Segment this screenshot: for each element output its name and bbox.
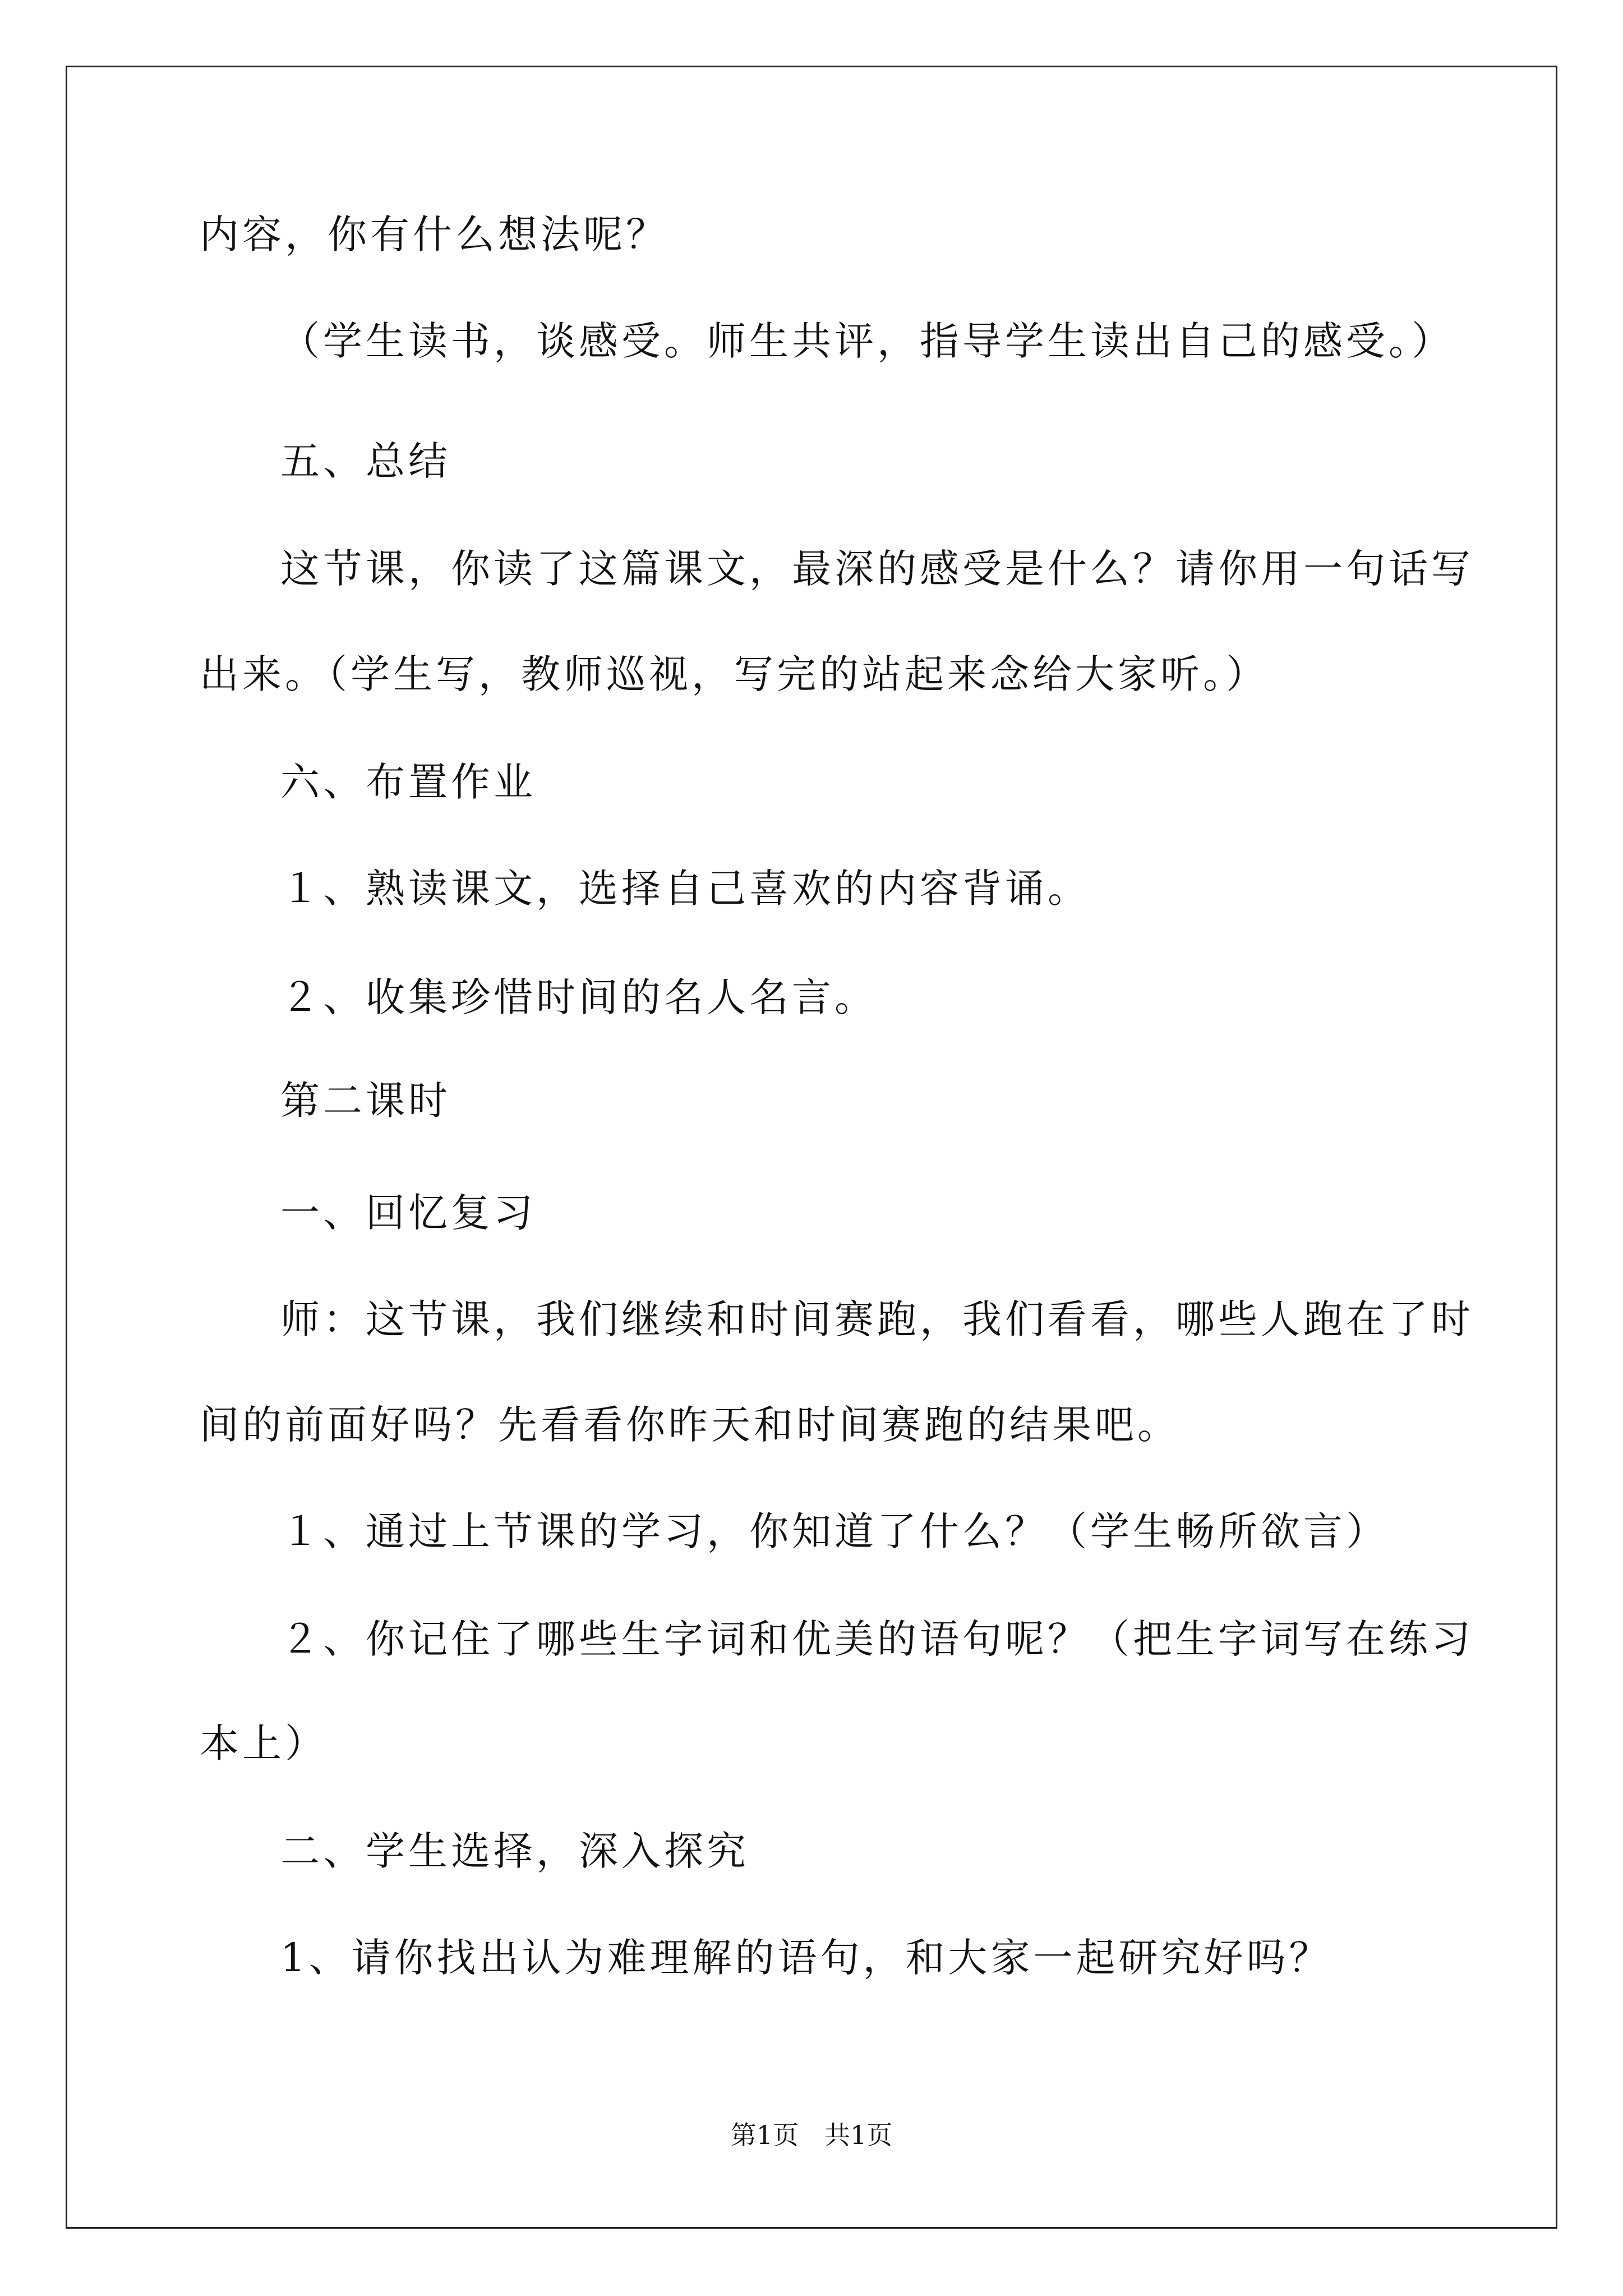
text-line: 这节课，你读了这篇课文，最深的感受是什么？请你用一句话写 [280, 546, 1474, 592]
section-heading: 六、布置作业 [280, 759, 536, 805]
text-line: 本上） [200, 1720, 328, 1766]
text-line: （学生读书，谈感受。师生共评，指导学生读出自己的感受。） [280, 318, 1454, 364]
page-footer: 第1页 共1页 [730, 2120, 893, 2150]
section-heading: 五、总结 [280, 438, 451, 484]
section-heading: 第二课时 [280, 1078, 451, 1124]
list-item: ２、你记住了哪些生字词和优美的语句呢？（把生字词写在练习 [280, 1616, 1474, 1662]
section-heading: 一、回忆复习 [280, 1190, 536, 1236]
list-item: １、熟读课文，选择自己喜欢的内容背诵。 [280, 866, 1090, 912]
list-item: １、通过上节课的学习，你知道了什么？（学生畅所欲言） [280, 1508, 1389, 1554]
section-heading: 二、学生选择，深入探究 [280, 1828, 749, 1874]
text-line: 内容，你有什么想法呢？ [200, 211, 668, 257]
text-line: 师：这节课，我们继续和时间赛跑，我们看看，哪些人跑在了时 [280, 1296, 1474, 1342]
list-item: 1、请你找出认为难理解的语句，和大家一起研究好吗？ [280, 1935, 1332, 1981]
text-line: 间的前面好吗？先看看你昨天和时间赛跑的结果吧。 [200, 1402, 1180, 1448]
list-item: ２、收集珍惜时间的名人名言。 [280, 974, 877, 1020]
page-border [66, 66, 1557, 2229]
text-line: 出来。（学生写，教师巡视，写完的站起来念给大家听。） [200, 651, 1269, 697]
